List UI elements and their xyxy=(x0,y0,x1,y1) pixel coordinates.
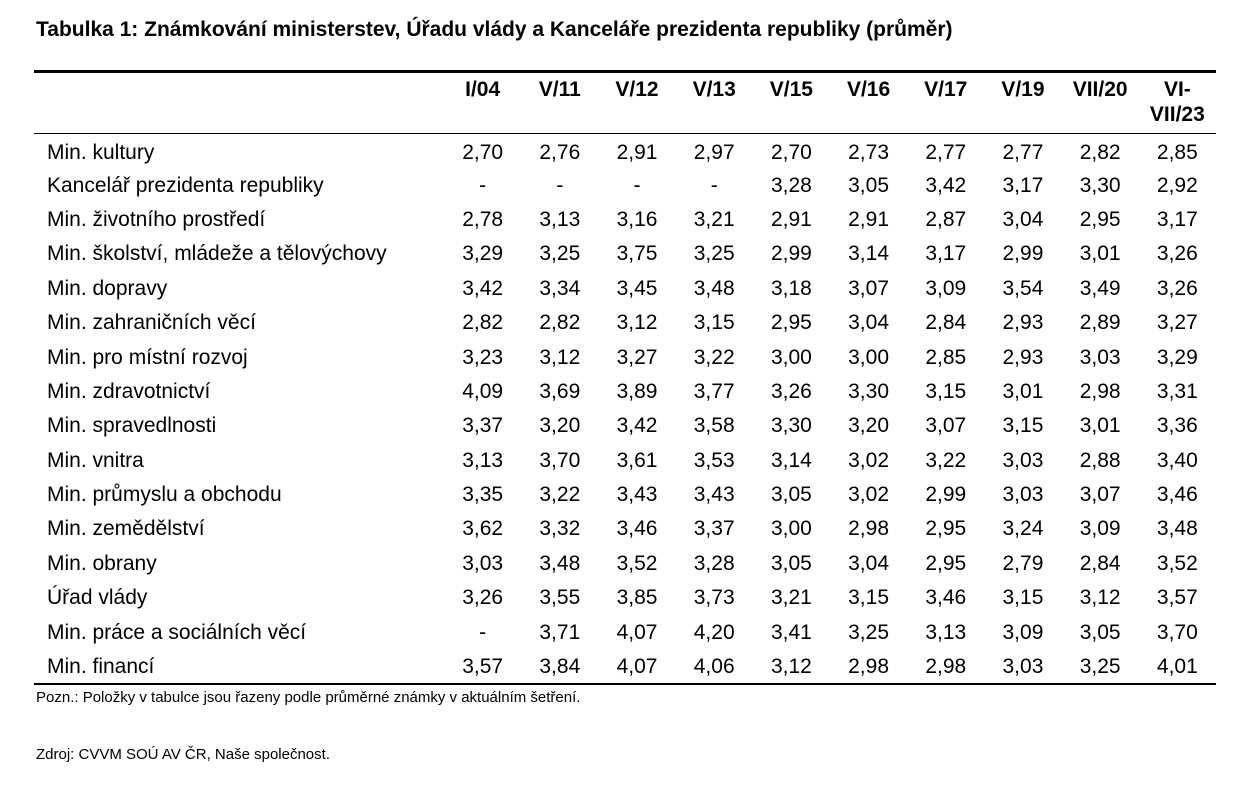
grade-cell: - xyxy=(556,173,564,197)
grade-cell: 2,91 xyxy=(616,141,658,165)
grade-cell: 3,21 xyxy=(693,207,735,231)
grade-cell: 3,53 xyxy=(693,448,735,472)
grade-cell: 2,85 xyxy=(925,345,967,369)
table-header-row xyxy=(34,72,1216,134)
grade-cell: - xyxy=(479,620,487,644)
grade-cell: 3,21 xyxy=(770,586,812,610)
grade-cell: 3,12 xyxy=(616,311,658,335)
row-label: Min. zahraničních věcí xyxy=(47,311,256,335)
row-label: Min. dopravy xyxy=(47,276,168,300)
grade-cell: 3,22 xyxy=(925,448,967,472)
grade-cell: 3,13 xyxy=(925,620,967,644)
grade-cell: 3,03 xyxy=(1002,654,1044,678)
table-row xyxy=(34,237,1216,271)
row-label: Min. vnitra xyxy=(47,448,144,472)
grade-cell: 2,88 xyxy=(1079,448,1121,472)
grade-cell: 3,25 xyxy=(693,242,735,266)
grade-cell: 3,09 xyxy=(1079,517,1121,541)
grade-cell: 3,09 xyxy=(1002,620,1044,644)
grade-cell: 3,15 xyxy=(848,586,889,610)
grade-cell: 3,04 xyxy=(848,311,889,335)
table-row xyxy=(34,202,1216,236)
grade-cell: 3,42 xyxy=(462,276,504,300)
grade-cell: 3,25 xyxy=(1079,654,1121,678)
column-header: I/04 xyxy=(465,78,501,101)
grade-cell: 2,89 xyxy=(1079,311,1121,335)
grade-cell: 2,91 xyxy=(848,207,889,231)
grade-cell: 3,18 xyxy=(770,276,812,300)
row-label: Min. zdravotnictví xyxy=(47,379,211,403)
row-label: Min. kultury xyxy=(47,141,155,165)
grade-cell: 3,15 xyxy=(1002,586,1044,610)
grade-cell: 3,85 xyxy=(616,586,658,610)
grade-cell: 3,28 xyxy=(770,173,812,197)
grade-cell: 3,84 xyxy=(539,654,581,678)
grade-cell: 3,20 xyxy=(539,414,581,438)
grade-cell: 2,84 xyxy=(925,311,967,335)
table-row xyxy=(34,271,1216,305)
table-row xyxy=(34,581,1216,615)
grade-cell: 3,03 xyxy=(462,551,504,575)
grade-cell: 3,49 xyxy=(1079,276,1121,300)
grade-cell: 3,34 xyxy=(539,276,581,300)
grade-cell: 3,00 xyxy=(770,345,812,369)
grade-cell: 3,23 xyxy=(462,345,504,369)
grade-cell: 3,40 xyxy=(1156,448,1198,472)
grade-cell: 3,12 xyxy=(539,345,581,369)
grade-cell: 2,99 xyxy=(925,483,967,507)
grade-cell: 3,02 xyxy=(848,448,889,472)
grade-cell: 3,26 xyxy=(1156,242,1198,266)
source-citation: Zdroj: CVVM SOÚ AV ČR, Naše společnost. xyxy=(36,746,330,763)
grade-cell: 2,76 xyxy=(539,141,581,165)
column-header: V/19 xyxy=(1001,78,1045,101)
grade-cell: 3,26 xyxy=(462,586,504,610)
header-label-cell xyxy=(34,72,444,134)
grade-cell: 2,92 xyxy=(1156,173,1198,197)
grade-cell: 3,20 xyxy=(848,414,889,438)
grade-cell: 2,82 xyxy=(1079,141,1121,165)
grade-cell: 3,41 xyxy=(770,620,812,644)
grade-cell: 3,24 xyxy=(1002,517,1044,541)
table-row xyxy=(34,168,1216,202)
table-row xyxy=(34,305,1216,339)
column-header: V/15 xyxy=(769,78,813,101)
grade-cell: 3,30 xyxy=(1079,173,1121,197)
grade-cell: 3,89 xyxy=(616,379,658,403)
table-body xyxy=(34,134,1216,684)
table-row xyxy=(34,443,1216,477)
grade-cell: 3,42 xyxy=(925,173,967,197)
grade-cell: 3,71 xyxy=(539,620,581,644)
table-row xyxy=(34,134,1216,168)
column-header: V/17 xyxy=(924,78,968,101)
grade-cell: 3,73 xyxy=(693,586,735,610)
grade-cell: 2,98 xyxy=(848,654,889,678)
table-row xyxy=(34,374,1216,408)
grade-cell: 4,07 xyxy=(616,654,658,678)
grade-cell: 3,35 xyxy=(462,483,504,507)
column-header: VI- VII/23 xyxy=(1149,78,1205,126)
grade-cell: 2,93 xyxy=(1002,311,1044,335)
grade-cell: 2,97 xyxy=(693,141,735,165)
grade-cell: 3,05 xyxy=(770,483,812,507)
grade-cell: 2,99 xyxy=(1002,242,1044,266)
grade-cell: 3,27 xyxy=(616,345,658,369)
grade-cell: 3,48 xyxy=(539,551,581,575)
grade-cell: 2,84 xyxy=(1079,551,1121,575)
row-label: Min. práce a sociálních věcí xyxy=(47,620,307,644)
grade-cell: 3,05 xyxy=(770,551,812,575)
grade-cell: 2,82 xyxy=(539,311,581,335)
grade-cell: 2,95 xyxy=(925,551,967,575)
grade-cell: 3,75 xyxy=(616,242,658,266)
table-row xyxy=(34,512,1216,546)
grade-cell: 3,05 xyxy=(1079,620,1121,644)
grade-cell: 3,07 xyxy=(1079,483,1121,507)
grade-cell: 2,95 xyxy=(770,311,812,335)
grade-cell: 3,25 xyxy=(848,620,889,644)
row-label: Min. financí xyxy=(47,654,155,678)
grade-cell: 2,93 xyxy=(1002,345,1044,369)
grade-cell: 3,22 xyxy=(693,345,735,369)
grade-cell: 3,46 xyxy=(925,586,967,610)
grade-cell: 3,57 xyxy=(462,654,504,678)
grade-cell: 3,04 xyxy=(848,551,889,575)
row-label: Min. pro místní rozvoj xyxy=(47,345,248,369)
grade-cell: 3,00 xyxy=(848,345,889,369)
table-row xyxy=(34,409,1216,443)
grade-cell: 3,46 xyxy=(1156,483,1198,507)
grade-cell: 3,37 xyxy=(462,414,504,438)
grade-cell: 3,15 xyxy=(1002,414,1044,438)
grade-cell: 2,85 xyxy=(1156,141,1198,165)
row-label: Min. obrany xyxy=(47,551,157,575)
grade-cell: 3,45 xyxy=(616,276,658,300)
grade-cell: 3,01 xyxy=(1002,379,1044,403)
grade-cell: 3,42 xyxy=(616,414,658,438)
grade-cell: - xyxy=(479,173,487,197)
grade-cell: 3,28 xyxy=(693,551,735,575)
grade-cell: 3,03 xyxy=(1002,448,1044,472)
grade-cell: 3,22 xyxy=(539,483,581,507)
grade-cell: 3,13 xyxy=(462,448,504,472)
grade-cell: 3,07 xyxy=(925,414,967,438)
grade-cell: 3,29 xyxy=(1156,345,1198,369)
grade-cell: 3,04 xyxy=(1002,207,1044,231)
grade-cell: 3,26 xyxy=(770,379,812,403)
grade-cell: 3,09 xyxy=(925,276,967,300)
grade-cell: 3,15 xyxy=(693,311,735,335)
table-row xyxy=(34,649,1216,683)
grade-cell: 3,07 xyxy=(848,276,889,300)
column-header: V/12 xyxy=(615,78,659,101)
grade-cell: 3,03 xyxy=(1002,483,1044,507)
grade-cell: 3,27 xyxy=(1156,311,1198,335)
grade-cell: 3,77 xyxy=(693,379,735,403)
row-label: Úřad vlády xyxy=(47,586,148,610)
grade-cell: 3,31 xyxy=(1156,379,1198,403)
grade-cell: 2,95 xyxy=(1079,207,1121,231)
grade-cell: 3,57 xyxy=(1156,586,1198,610)
grade-cell: 3,15 xyxy=(925,379,967,403)
grade-cell: 3,16 xyxy=(616,207,658,231)
grades-table xyxy=(34,70,1216,685)
grade-cell: 2,91 xyxy=(770,207,812,231)
grade-cell: 3,32 xyxy=(539,517,581,541)
column-header: VII/20 xyxy=(1072,78,1128,101)
grade-cell: 3,29 xyxy=(462,242,504,266)
row-label: Min. životního prostředí xyxy=(47,207,266,231)
grade-cell: 3,70 xyxy=(1156,620,1198,644)
row-label: Min. školství, mládeže a tělovýchovy xyxy=(47,242,387,266)
table-note: Pozn.: Položky v tabulce jsou řazeny podle průměrné známky v aktuálním šetření. xyxy=(36,689,581,706)
grade-cell: 3,62 xyxy=(462,517,504,541)
grade-cell: 3,00 xyxy=(770,517,812,541)
grade-cell: 3,37 xyxy=(693,517,735,541)
grade-cell: 4,20 xyxy=(693,620,735,644)
grade-cell: 4,01 xyxy=(1156,654,1198,678)
grade-cell: 3,55 xyxy=(539,586,581,610)
row-label: Min. spravedlnosti xyxy=(47,414,217,438)
grade-cell: 3,46 xyxy=(616,517,658,541)
grade-cell: 2,78 xyxy=(462,207,504,231)
grade-cell: 2,82 xyxy=(462,311,504,335)
table-title: Tabulka 1: Známkování ministerstev, Úřadu vlády a Kanceláře prezidenta republiky (průměr) xyxy=(36,18,953,41)
column-header: V/13 xyxy=(692,78,736,101)
grade-cell: 2,70 xyxy=(770,141,812,165)
column-header: V/16 xyxy=(846,78,891,101)
grade-cell: 3,30 xyxy=(848,379,889,403)
grade-cell: 3,01 xyxy=(1079,242,1121,266)
grade-cell: 2,77 xyxy=(925,141,967,165)
grade-cell: 2,98 xyxy=(1079,379,1121,403)
grade-cell: 2,79 xyxy=(1002,551,1044,575)
grade-cell: 3,69 xyxy=(539,379,581,403)
grade-cell: 3,54 xyxy=(1002,276,1044,300)
grade-cell: 3,25 xyxy=(539,242,581,266)
grade-cell: 3,70 xyxy=(539,448,581,472)
grade-cell: 3,13 xyxy=(539,207,581,231)
grade-cell: 3,14 xyxy=(770,448,812,472)
grade-cell: 2,98 xyxy=(925,654,967,678)
grade-cell: 3,52 xyxy=(1156,551,1198,575)
grade-cell: 3,12 xyxy=(770,654,812,678)
grade-cell: 3,30 xyxy=(770,414,812,438)
grade-cell: 3,05 xyxy=(848,173,889,197)
table-row xyxy=(34,546,1216,580)
grade-cell: 2,77 xyxy=(1002,141,1044,165)
grade-cell: - xyxy=(633,173,641,197)
grade-cell: 2,70 xyxy=(462,141,504,165)
grade-cell: 4,07 xyxy=(616,620,658,644)
table-row xyxy=(34,477,1216,511)
grade-cell: 3,58 xyxy=(693,414,735,438)
grade-cell: 3,03 xyxy=(1079,345,1121,369)
grade-cell: 2,98 xyxy=(848,517,889,541)
grade-cell: 3,36 xyxy=(1156,414,1198,438)
grade-cell: 3,48 xyxy=(693,276,735,300)
grade-cell: 3,43 xyxy=(616,483,658,507)
grade-cell: 3,17 xyxy=(1156,207,1198,231)
grade-cell: 4,06 xyxy=(693,654,735,678)
row-label: Min. zemědělství xyxy=(47,517,205,541)
grade-cell: 3,48 xyxy=(1156,517,1198,541)
grade-cell: 3,02 xyxy=(848,483,889,507)
grade-cell: 3,43 xyxy=(693,483,735,507)
grade-cell: 3,26 xyxy=(1156,276,1198,300)
grade-cell: 3,01 xyxy=(1079,414,1121,438)
grade-cell: 2,73 xyxy=(848,141,889,165)
grade-cell: 3,14 xyxy=(848,242,889,266)
table-row xyxy=(34,340,1216,374)
grade-cell: 3,12 xyxy=(1079,586,1121,610)
table-row xyxy=(34,615,1216,649)
grade-cell: - xyxy=(710,173,718,197)
grade-cell: 3,17 xyxy=(1002,173,1044,197)
column-header: V/11 xyxy=(538,78,581,101)
grade-cell: 3,17 xyxy=(925,242,967,266)
grade-cell: 3,52 xyxy=(616,551,658,575)
grade-cell: 2,99 xyxy=(770,242,812,266)
grade-cell: 2,95 xyxy=(925,517,967,541)
grade-cell: 4,09 xyxy=(462,379,504,403)
grade-cell: 2,87 xyxy=(925,207,967,231)
grade-cell: 3,61 xyxy=(616,448,658,472)
row-label: Kancelář prezidenta republiky xyxy=(47,173,324,197)
row-label: Min. průmyslu a obchodu xyxy=(47,483,282,507)
